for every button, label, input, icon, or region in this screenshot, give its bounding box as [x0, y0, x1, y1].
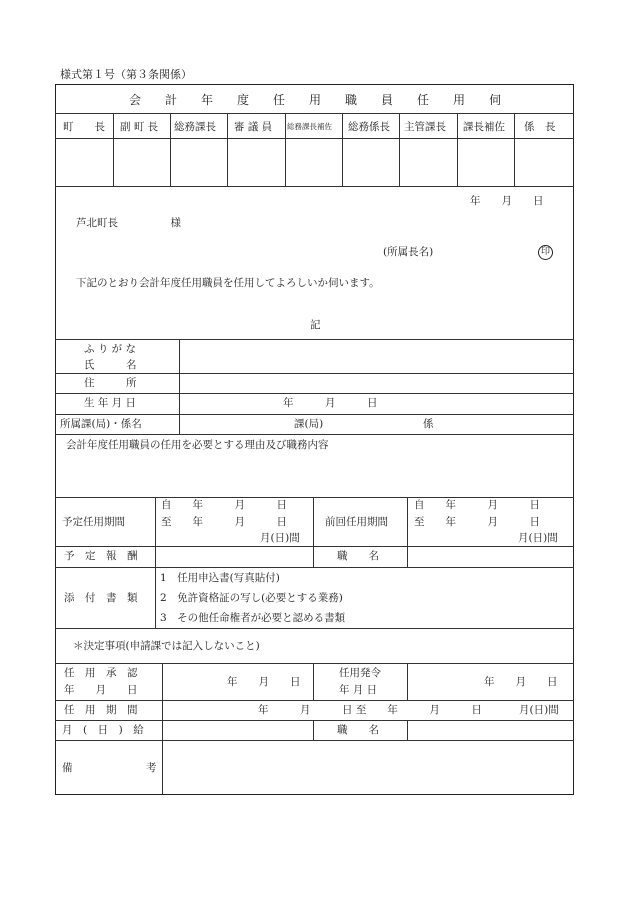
approver-label: 審 議 員 — [234, 121, 273, 133]
order-label-date: 年 月 日 — [339, 684, 378, 696]
form-title: 会 計 年 度 任 用 職 員 任 用 伺 — [128, 93, 501, 107]
decision-note: ＊決定事項(申請課では記入しないこと) — [73, 640, 260, 652]
prev-period-label: 前回任用期間 — [325, 516, 388, 528]
post-label: 職 名 — [337, 550, 379, 562]
pay-label: 月 ( 日 ) 給 — [62, 724, 144, 736]
approval-label: 任 用 承 認 — [64, 667, 138, 679]
form-caption: 様式第１号（第３条関係） — [60, 68, 192, 81]
approver-label: 課長補佐 — [463, 121, 505, 133]
attachment-item: 3 その他任命権者が必要と認める書類 — [160, 612, 346, 624]
approver-label: 副 町 長 — [120, 121, 159, 133]
post-label-2: 職 名 — [337, 724, 379, 736]
approval-label-date: 年 月 日 — [64, 684, 138, 696]
dept-head-name: (所属長名) — [383, 246, 434, 258]
address-label: 住 所 — [84, 377, 137, 389]
term-value: 年 月 日 至 年 月 日 — [258, 704, 482, 716]
approver-label: 総務係長 — [348, 121, 390, 133]
seal-mark: 印 — [538, 245, 553, 260]
remarks-label: 備 考 — [62, 762, 157, 774]
order-date: 年 月 日 — [484, 676, 558, 688]
period-from: 自 年 月 日 — [161, 499, 287, 511]
name-label: 氏 名 — [84, 359, 137, 371]
approver-label: 町 長 — [63, 121, 105, 133]
reason-label: 会計年度任用職員の任用を必要とする理由及び職務内容 — [66, 439, 329, 451]
dept-label: 所属課(局)・係名 — [60, 418, 142, 430]
prev-to: 至 年 月 日 — [414, 516, 540, 528]
period-to: 至 年 月 日 — [161, 516, 287, 528]
prev-from: 自 年 月 日 — [414, 499, 540, 511]
period-label: 予定任用期間 — [62, 516, 125, 528]
section-value: 係 — [423, 418, 434, 430]
term-label: 任 用 期 間 — [64, 704, 138, 716]
birth-value: 年 月 日 — [283, 397, 378, 409]
request-body: 下記のとおり会計年度任用職員を任用してよろしいか伺います。 — [76, 277, 380, 289]
attachment-item: 1 任用申込書(写真貼付) — [160, 572, 280, 584]
dept-value: 課(局) — [294, 418, 324, 430]
prev-days: 月(日)間 — [518, 532, 558, 544]
approver-label: 総務課長補佐 — [287, 122, 332, 131]
period-days: 月(日)間 — [260, 532, 300, 544]
approver-label: 係 長 — [524, 121, 556, 133]
order-label: 任用発令 — [339, 667, 381, 679]
request-date: 年 月 日 — [470, 195, 544, 207]
approver-label: 総務課長 — [174, 121, 216, 133]
term-days: 月(日)間 — [519, 704, 559, 716]
furigana-label: ふ り が な — [84, 343, 137, 355]
attachment-item: 2 免許資格証の写し(必要とする業務) — [160, 592, 343, 604]
birth-label: 生 年 月 日 — [84, 397, 137, 409]
approval-date: 年 月 日 — [227, 676, 301, 688]
ki-mark: 記 — [310, 319, 321, 331]
approver-label: 主管課長 — [404, 121, 446, 133]
salary-label: 予 定 報 酬 — [64, 550, 138, 562]
attach-label: 添 付 書 類 — [64, 592, 138, 604]
addressee: 芦北町長 様 — [76, 217, 181, 229]
